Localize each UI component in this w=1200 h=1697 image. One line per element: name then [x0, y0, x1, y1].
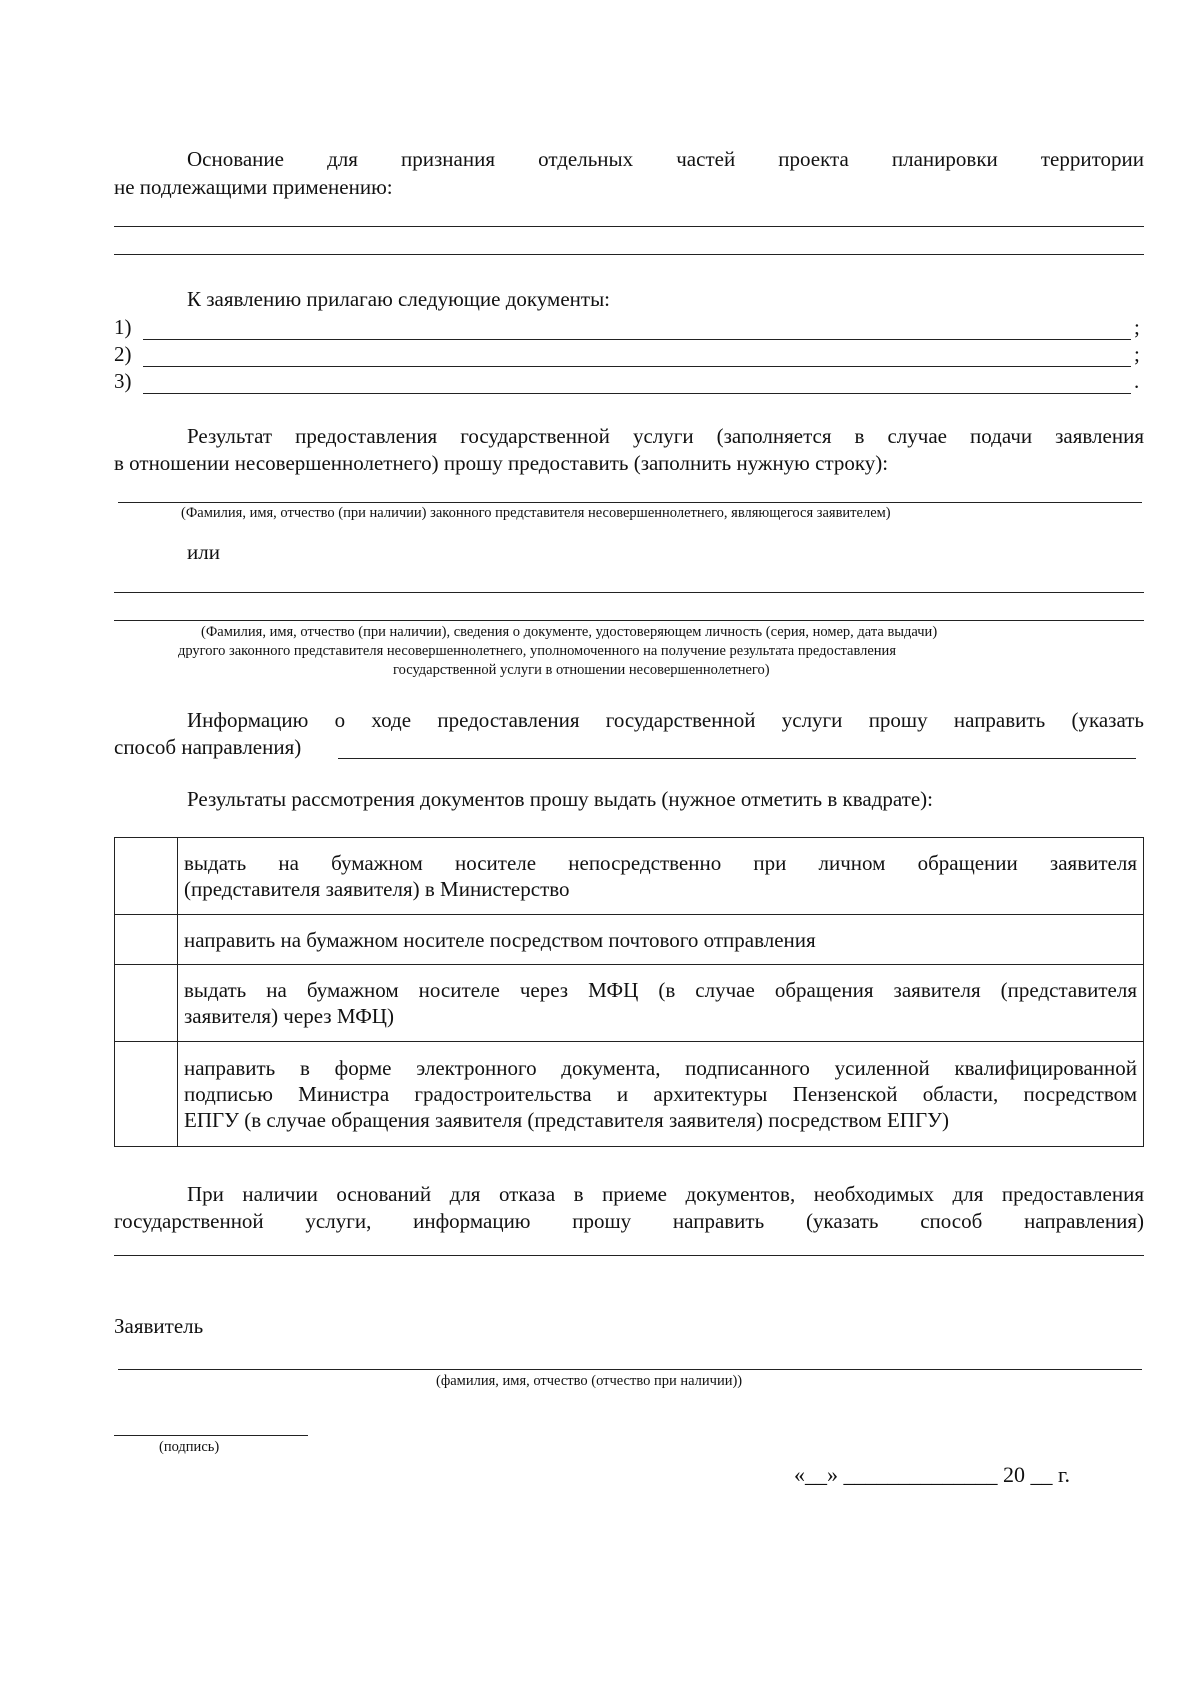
refusal-line2: государственной услуги, информацию прошу направить (указать способ направления): [114, 1209, 1144, 1233]
refusal-line1: При наличии оснований для отказа в приеме документов, необходимых для предоставления: [187, 1182, 1144, 1206]
minor-representative-fill-line[interactable]: [118, 502, 1142, 503]
date-field[interactable]: «__» ______________ 20 __ г.: [794, 1462, 1071, 1487]
delivery-option-row-4: [115, 1042, 1144, 1147]
progress-info-method-fill-line[interactable]: [338, 758, 1136, 759]
other-representative-caption-line1: (Фамилия, имя, отчество (при наличии), сведения о документе, удостоверяющем личность (серия, номер, дата выдачи): [201, 624, 938, 640]
delivery-option-row-1: [115, 838, 1144, 915]
attachment-fill-line-2[interactable]: [143, 366, 1131, 367]
attachment-fill-line-1[interactable]: [143, 339, 1131, 340]
attachment-end-2: ;: [1134, 342, 1140, 366]
applicant-label: Заявитель: [114, 1314, 204, 1338]
delivery-option-text-1: выдать на бумажном носителе непосредственно при личном обращении заявителя (представителя заявителя) в Министерство: [178, 838, 1144, 915]
attachment-fill-line-3[interactable]: [143, 393, 1131, 394]
progress-info-line1: Информацию о ходе предоставления государственной услуги прошу направить (указать: [187, 708, 1144, 732]
delivery-option-text-4: направить в форме электронного документа, подписанного усиленной квалифицированной подписью Министра градостроительства и архитектуры Пензенской области, посредством ЕПГУ (в случае обращения заявителя (представителя заявителя) посредством ЕПГУ): [178, 1042, 1144, 1147]
basis-fill-line-2[interactable]: [114, 254, 1144, 255]
delivery-options-table: [114, 837, 1144, 1147]
applicant-name-fill-line[interactable]: [118, 1369, 1142, 1370]
result-minor-line2: в отношении несовершеннолетнего) прошу предоставить (заполнить нужную строку):: [114, 451, 889, 475]
delivery-option-text-2: направить на бумажном носителе посредством почтового отправления: [178, 915, 1144, 965]
attachment-number-3: 3): [114, 369, 132, 393]
other-representative-caption-line3: государственной услуги в отношении несовершеннолетнего): [393, 662, 770, 678]
attachment-end-3: .: [1134, 369, 1140, 393]
attachment-end-1: ;: [1134, 315, 1140, 339]
delivery-option-checkbox-1[interactable]: [115, 838, 178, 915]
attachment-number-1: 1): [114, 315, 132, 339]
attachments-intro: К заявлению прилагаю следующие документы:: [187, 287, 611, 311]
other-representative-caption-line2: другого законного представителя несовершеннолетнего, уполномоченного на получение результата предоставления: [178, 643, 896, 659]
progress-info-line2: способ направления): [114, 735, 302, 759]
delivery-option-row-2: [115, 915, 1144, 965]
delivery-option-checkbox-2[interactable]: [115, 915, 178, 965]
delivery-option-checkbox-4[interactable]: [115, 1042, 178, 1147]
basis-text-line1: Основание для признания отдельных частей проекта планировки территории: [187, 147, 1144, 171]
signature-fill-line[interactable]: [114, 1435, 308, 1436]
applicant-name-caption: (фамилия, имя, отчество (отчество при наличии)): [436, 1373, 743, 1389]
other-representative-fill-line-2[interactable]: [114, 620, 1144, 621]
minor-representative-caption: (Фамилия, имя, отчество (при наличии) законного представителя несовершеннолетнего, являющегося заявителем): [181, 505, 891, 521]
signature-caption: (подпись): [159, 1439, 220, 1455]
other-representative-fill-line-1[interactable]: [114, 592, 1144, 593]
delivery-option-text-3: выдать на бумажном носителе через МФЦ (в случае обращения заявителя (представителя заявителя) через МФЦ): [178, 965, 1144, 1042]
attachment-number-2: 2): [114, 342, 132, 366]
result-minor-line1: Результат предоставления государственной услуги (заполняется в случае подачи заявления: [187, 424, 1144, 448]
basis-text-line2: не подлежащими применению:: [114, 175, 393, 199]
basis-fill-line-1[interactable]: [114, 226, 1144, 227]
refusal-method-fill-line[interactable]: [114, 1255, 1144, 1256]
or-text: или: [187, 540, 220, 564]
delivery-option-checkbox-3[interactable]: [115, 965, 178, 1042]
delivery-intro: Результаты рассмотрения документов прошу выдать (нужное отметить в квадрате):: [187, 787, 933, 811]
delivery-option-row-3: [115, 965, 1144, 1042]
